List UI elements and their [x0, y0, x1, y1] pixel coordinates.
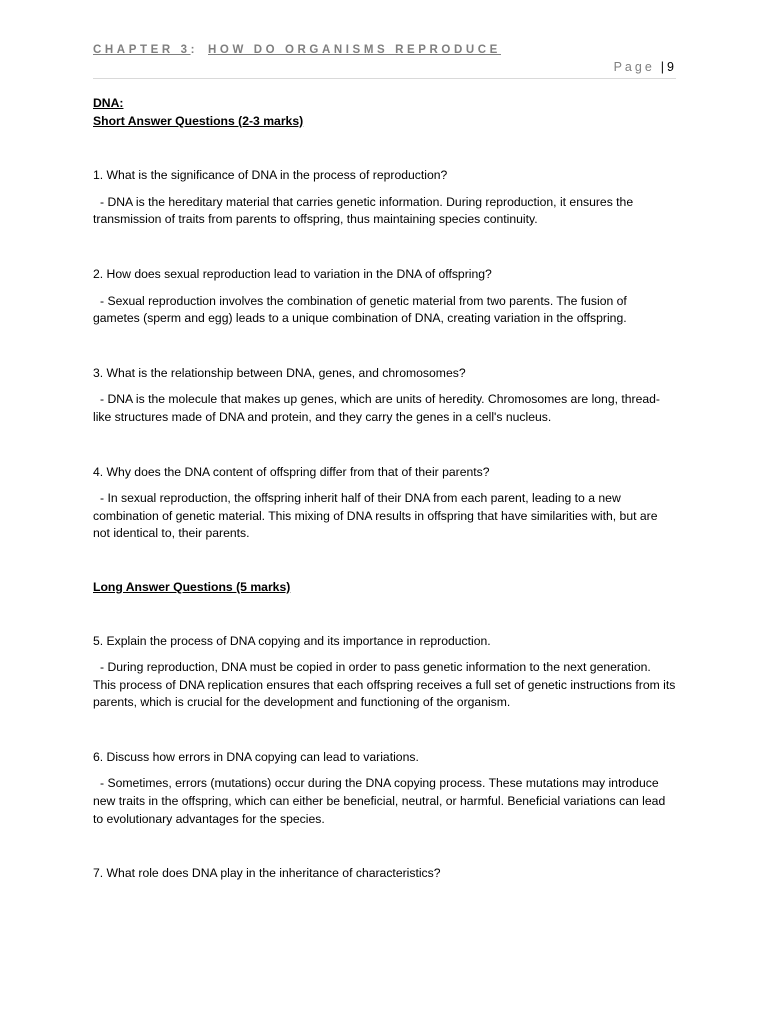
- page-bar: |: [660, 60, 665, 74]
- answer-text: - Sometimes, errors (mutations) occur during the DNA copying process. These mutations may introduce new traits in the offspring, which can either be beneficial, neutral, or harmful. Beneficial variations can lead to evolutionary advantages for the species.: [93, 776, 666, 826]
- long-answer-heading: Long Answer Questions (5 marks): [93, 579, 291, 594]
- chapter-title: HOW DO ORGANISMS REPRODUCE: [208, 44, 501, 56]
- answer-text: - In sexual reproduction, the offspring inherit half of their DNA from each parent, leading to a new combination of genetic material. This mixing of DNA results in offspring that have similarities with, but are not identical to, their parents.: [93, 491, 658, 541]
- page-number-block: [614, 60, 674, 74]
- qa-item: [93, 749, 676, 828]
- answer-text: - DNA is the molecule that makes up genes, which are units of heredity. Chromosomes are long, thread-like structures made of DNA and protein, and they carry the genes in a cell's nucleus.: [93, 392, 660, 424]
- chapter-heading: [93, 44, 501, 56]
- document-body: [93, 95, 676, 883]
- qa-item: [93, 266, 676, 328]
- question-text: 7. What role does DNA play in the inheritance of characteristics?: [93, 866, 441, 881]
- chapter-label: CHAPTER 3: [93, 44, 191, 56]
- page-number: 9: [667, 60, 674, 74]
- qa-item: [93, 633, 676, 712]
- short-answer-heading: Short Answer Questions (2-3 marks): [93, 113, 304, 128]
- question-text: 3. What is the relationship between DNA, genes, and chromosomes?: [93, 365, 466, 380]
- qa-item: [93, 167, 676, 229]
- qa-item: [93, 865, 676, 883]
- answer-text: - During reproduction, DNA must be copied in order to pass genetic information to the next generation. This process of DNA replication ensures that each offspring receives a full set of genetic instructions from its parents, which is crucial for the development and functioning of the organism.: [93, 660, 676, 710]
- document-title: DNA:: [93, 96, 124, 110]
- question-text: 4. Why does the DNA content of offspring differ from that of their parents?: [93, 464, 490, 479]
- page-header: [93, 44, 676, 79]
- answer-text: - DNA is the hereditary material that carries genetic information. During reproduction, it ensures the transmission of traits from parents to offspring, thus maintaining species continuity.: [93, 194, 634, 227]
- chapter-separator: :: [190, 44, 195, 56]
- answer-text: - Sexual reproduction involves the combination of genetic material from two parents. The fusion of gametes (sperm and egg) leads to a unique combination of DNA, creating variation in the offspring.: [93, 293, 627, 326]
- qa-item: [93, 365, 676, 427]
- question-text: 1. What is the significance of DNA in the process of reproduction?: [93, 168, 448, 183]
- page-word: Page: [613, 60, 655, 74]
- qa-item: [93, 464, 676, 543]
- question-text: 5. Explain the process of DNA copying and its importance in reproduction.: [93, 633, 491, 648]
- question-text: 2. How does sexual reproduction lead to variation in the DNA of offspring?: [93, 266, 492, 281]
- question-text: 6. Discuss how errors in DNA copying can lead to variations.: [93, 749, 419, 764]
- document-page: [93, 0, 676, 1024]
